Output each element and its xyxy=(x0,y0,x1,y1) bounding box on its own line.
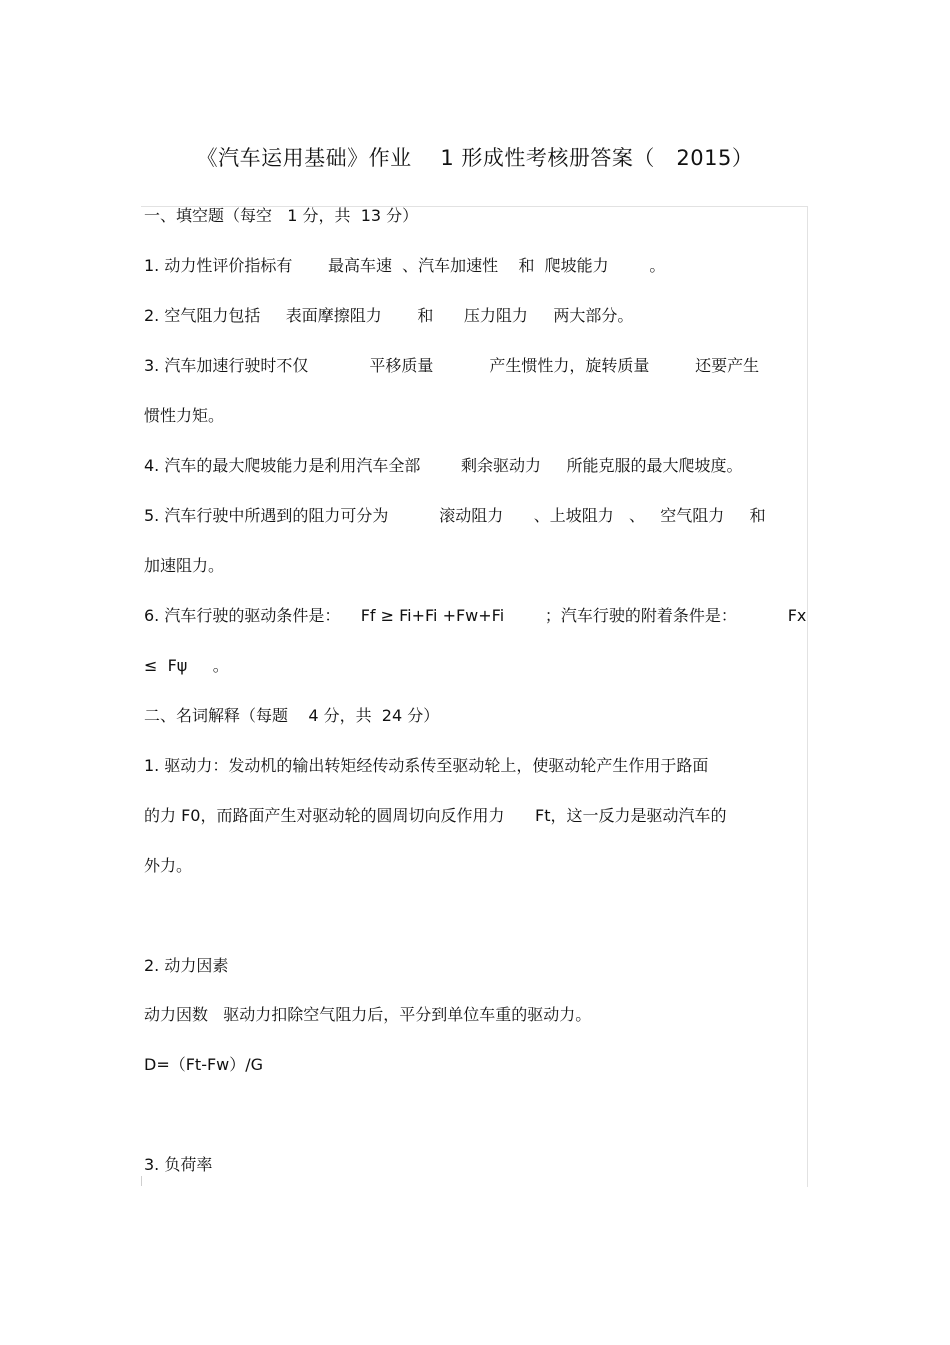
question-1: 1. 动力性评价指标有 最高车速 、汽车加速性 和 爬坡能力 。 xyxy=(144,256,666,275)
question-5-line1: 5. 汽车行驶中所遇到的阻力可分为 滚动阻力 、上坡阻力 、 空气阻力 和 xyxy=(144,506,766,525)
content-frame xyxy=(141,206,808,1187)
question-3-line1: 3. 汽车加速行驶时不仅 平移质量 产生惯性力，旋转质量 还要产生 xyxy=(144,356,760,375)
term-2-heading: 2. 动力因素 xyxy=(144,956,229,975)
term-1-line1: 1. 驱动力：发动机的输出转矩经传动系传至驱动轮上，使驱动轮产生作用于路面 xyxy=(144,756,709,775)
section1-heading: 一、填空题（每空 1 分，共 13 分） xyxy=(144,206,419,225)
question-4: 4. 汽车的最大爬坡能力是利用汽车全部 剩余驱动力 所能克服的最大爬坡度。 xyxy=(144,456,743,475)
question-3-line2: 惯性力矩。 xyxy=(144,406,225,425)
term-1-line2: 的力 F0，而路面产生对驱动轮的圆周切向反作用力 Ft，这一反力是驱动汽车的 xyxy=(144,806,727,825)
term-2-body: 动力因数 驱动力扣除空气阻力后，平分到单位车重的驱动力。 xyxy=(144,1005,592,1024)
question-6-line1: 6. 汽车行驶的驱动条件是： Ff ≥ Fi+Fi +Fw+Fi ；汽车行驶的附着条件是： Fx xyxy=(144,606,807,625)
page-title: 《汽车运用基础》作业 1 形成性考核册答案（ 2015） xyxy=(196,146,754,170)
section2-heading: 二、名词解释（每题 4 分，共 24 分） xyxy=(144,706,440,725)
term-1-line3: 外力。 xyxy=(144,856,193,875)
question-2: 2. 空气阻力包括 表面摩擦阻力 和 压力阻力 两大部分。 xyxy=(144,306,634,325)
question-5-line2: 加速阻力。 xyxy=(144,556,225,575)
term-3-heading: 3. 负荷率 xyxy=(144,1155,213,1174)
term-2-formula: D=（Ft-Fw）/G xyxy=(144,1055,264,1074)
frame-edge-mark xyxy=(141,1176,142,1186)
question-6-line2: ≤ Fψ 。 xyxy=(144,656,229,675)
